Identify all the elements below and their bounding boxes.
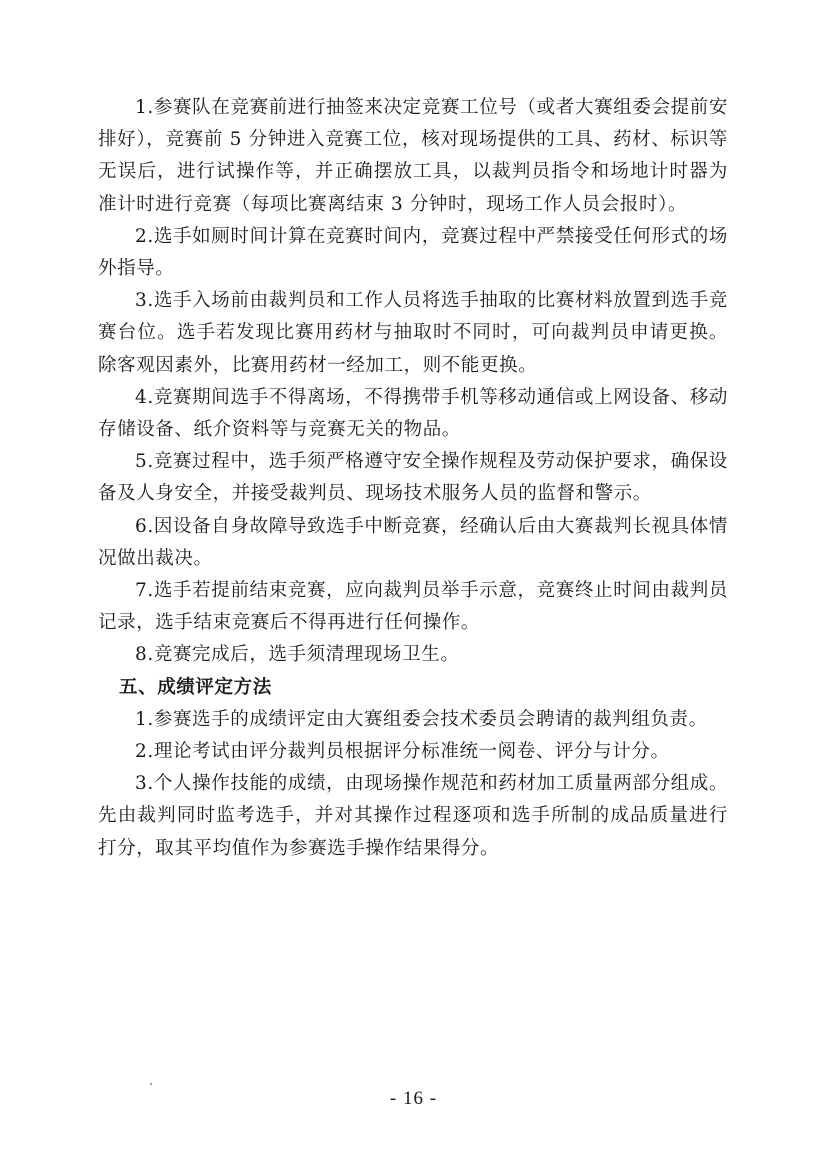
speck-mark <box>150 1083 152 1085</box>
paragraph-scoring-2: 2.理论考试由评分裁判员根据评分标准统一阅卷、评分与计分。 <box>135 741 670 763</box>
paragraph-rule-1: 1.参赛队在竞赛前进行抽签来决定竞赛工位号（或者大赛组委会提前安排好），竞赛前 5 分钟进入竞赛工位，核对现场提供的工具、药材、标识等无误后，进行试操作等，并正确摆放工具，以裁判员指令和场地计时器为准计时进行竞赛（每项比赛离结束 3 分钟时，现场工作人员会报时）。 <box>98 97 728 215</box>
paragraph-rule-7: 7.选手若提前结束竞赛，应向裁判员举手示意，竞赛终止时间由裁判员记录，选手结束竞赛后不得再进行任何操作。 <box>98 580 728 634</box>
paragraph-rule-4: 4.竞赛期间选手不得离场，不得携带手机等移动通信或上网设备、移动存储设备、纸介资料等与竞赛无关的物品。 <box>98 386 728 441</box>
paragraph-rule-8: 8.竞赛完成后，选手须清理现场卫生。 <box>135 644 460 666</box>
page-number: - 16 - <box>389 1088 438 1109</box>
document-body <box>98 92 728 865</box>
paragraph-scoring-3: 3.个人操作技能的成绩，由现场操作规范和药材加工质量两部分组成。先由裁判同时监考选手，并对其操作过程逐项和选手所制的成品质量进行打分，取其平均值作为参赛选手操作结果得分。 <box>98 773 728 859</box>
paragraph-rule-5: 5.竞赛过程中，选手须严格遵守安全操作规程及劳动保护要求，确保设备及人身安全，并接受裁判员、现场技术服务人员的监督和警示。 <box>98 451 728 505</box>
paragraph-rule-6: 6.因设备自身故障导致选手中断竞赛，经确认后由大赛裁判长视具体情况做出裁决。 <box>98 515 728 569</box>
paragraph-rule-2: 2.选手如厕时间计算在竞赛时间内，竞赛过程中严禁接受任何形式的场外指导。 <box>98 225 728 280</box>
section-heading: 五、成绩评定方法 <box>119 676 272 698</box>
paragraph-rule-3: 3.选手入场前由裁判员和工作人员将选手抽取的比赛材料放置到选手竞赛台位。选手若发现比赛用药材与抽取时不同时，可向裁判员申请更换。除客观因素外，比赛用药材一经加工，则不能更换。 <box>98 290 728 376</box>
paragraph-scoring-1: 1.参赛选手的成绩评定由大赛组委会技术委员会聘请的裁判组负责。 <box>135 708 708 730</box>
